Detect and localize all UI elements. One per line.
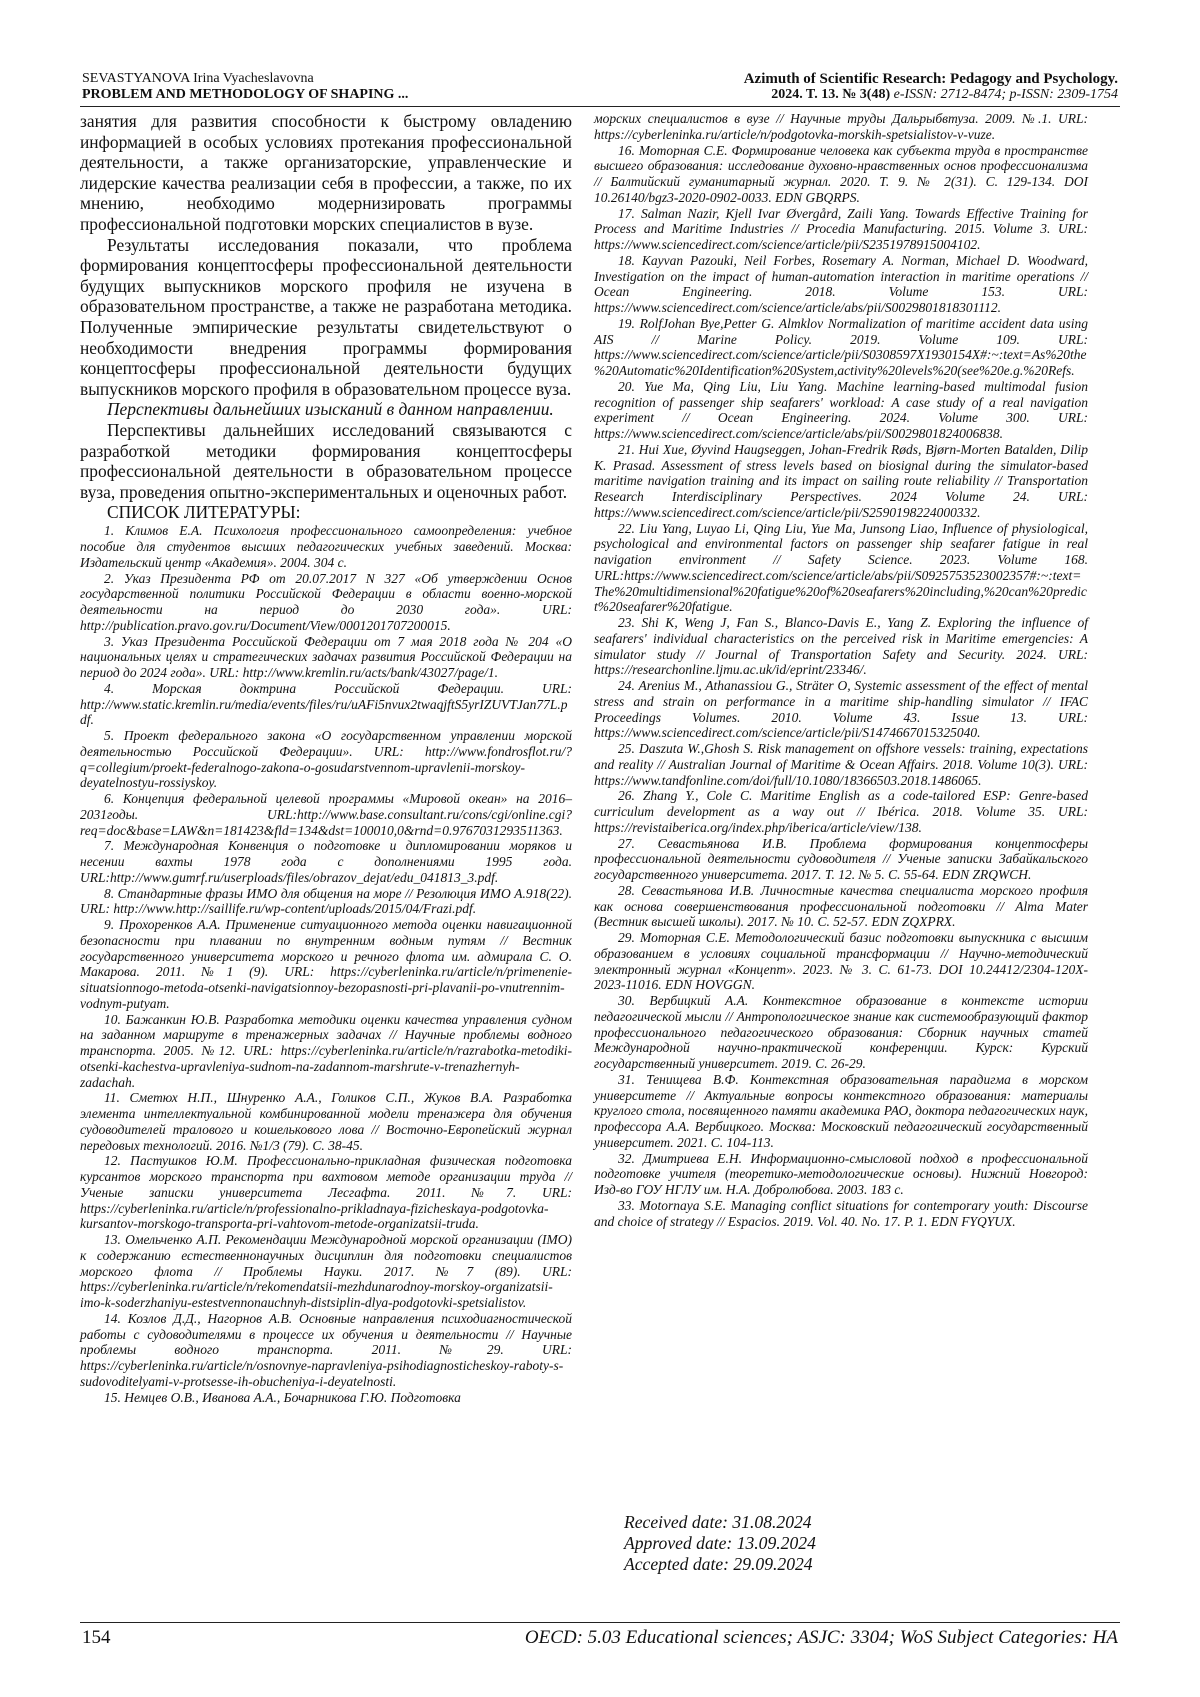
reference-item: 7. Международная Конвенция о подготовке и дипломировании моряков и несении вахты 1978 года с дополнениями 1995 года. URL:http://www.gumrf.ru/userploads/files/obrazov_dejat/edu_041813_3.pdf. xyxy=(80,838,572,885)
reference-item: 20. Yue Ma, Qing Liu, Liu Yang. Machine learning-based multimodal fusion recognition of passenger ship seafarers' workload: A case study of a real navigation experiment // Ocean Engineering. 2024. Volume 300. URL: https://www.sciencedirect.com/science/article/abs/pii/S0029801824006838. xyxy=(594,378,1088,441)
header-author: SEVASTYANOVA Irina Vyacheslavovna xyxy=(82,71,314,86)
reference-item: 10. Бажанкин Ю.В. Разработка методики оценки качества управления судном на заданном маршруте в тренажерных задачах // Научные проблемы водного транспорта. 2005. №12. URL: https://cyberleninka.ru/article/n/razrabotka-metodiki-otsenki-kachestva-upravleniya-sudnom-na-zadannom-marshrute-v-trenazhernyh-zadachah. xyxy=(80,1011,572,1090)
reference-item: 17. Salman Nazir, Kjell Ivar Øvergård, Zaili Yang. Towards Effective Training for Process and Maritime Industries // Procedia Manufacturing. 2015. Volume 3. URL: https://www.sciencedirect.com/science/article/pii/S2351978915004102. xyxy=(594,205,1088,252)
received-date: Received date: 31.08.2024 xyxy=(624,1512,812,1532)
reference-item: 23. Shi K, Weng J, Fan S., Blanco-Davis E., Yang Z. Exploring the influence of seafarers' individual characteristics on the perceived risk in Maritime emergencies: A simulator study // Journal of Transportation Safety and Security. 2024. URL: https://researchonline.ljmu.ac.uk/id/eprint/23346/. xyxy=(594,615,1088,678)
footer-classification: OECD: 5.03 Educational sciences; ASJC: 3304; WoS Subject Categories: HA xyxy=(524,1627,1118,1648)
reference-item: 5. Проект федерального закона «О государственном управлении морской деятельностью Российской Федерации». URL: http://www.fondrosflot.ru/?q=collegium/proekt-federalnogo-zakona-o-gosudarstvennom-upravlenii-morskoy-deyatelnostyu-rossiyskoy. xyxy=(80,728,572,791)
reference-item: 18. Kayvan Pazouki, Neil Forbes, Rosemary A. Norman, Michael D. Woodward, Investigation on the impact of human-automation interaction in maritime operations // Ocean Engineering. 2018. Volume 153. URL: https://www.sciencedirect.com/science/article/abs/pii/S0029801818301112. xyxy=(594,252,1088,315)
running-header-left xyxy=(82,71,602,103)
reference-list-left xyxy=(80,523,572,1405)
reference-item: 15. Немцев О.В., Иванова А.А., Бочарникова Г.Ю. Подготовка xyxy=(104,1389,461,1405)
reference-item: 19. RolfJohan Bye,Petter G. Almklov Normalization of maritime accident data using AIS // Marine Policy. 2019. Volume 109. URL: https://www.sciencedirect.com/science/article/pii/S0308597X1930154X#:~:text=As%20the%20Automatic%20Identification%20System,activity%20levels%20(see%20e.g.%20Refs. xyxy=(594,315,1088,378)
reference-item: 21. Hui Xue, Øyvind Haugseggen, Johan-Fredrik Røds, Bjørn-Morten Batalden, Dilip K. Prasad. Assessment of stress levels based on biosignal during the simulator-based maritime navigation training and its impact on sailing route reliability // Transportation Research Interdisciplinary Perspectives. 2024 Volume 24. URL: https://www.sciencedirect.com/science/article/pii/S2590198224000332. xyxy=(594,441,1088,520)
reference-item: 12. Пастушков Ю.М. Профессионально-прикладная физическая подготовка курсантов морского транспорта при вахтовом методе организации труда // Ученые записки университета Лесгафта. 2011. №7. URL: https://cyberleninka.ru/article/n/professionalno-prikladnaya-fizicheskaya-podgotovka-kursantov-morskogo-transporta-pri-vahtovom-metode-organizatsii-truda. xyxy=(80,1153,572,1232)
reference-item: 6. Концепция федеральной целевой программы «Мировой океан» на 2016–2031годы. URL:http://www.base.consultant.ru/cons/cgi/online.cgi?req=doc&base=LAW&n=181423&fld=134&dst=100010,0&rnd=0.9767031293511363. xyxy=(80,791,572,838)
page-number: 154 xyxy=(82,1627,111,1648)
reference-item: 24. Arenius M., Athanassiou G., Sträter O, Systemic assessment of the effect of mental stress and strain on performance in a maritime ship-handling simulator // IFAC Proceedings Volumes. 2010. Volume 43. Issue 13. URL: https://www.sciencedirect.com/science/article/pii/S1474667015325040. xyxy=(594,678,1088,741)
header-volume: 2024. T. 13. № 3(48) xyxy=(771,87,891,102)
right-column xyxy=(594,111,1088,1229)
reference-item: 4. Морская доктрина Российской Федерации. URL: http://www.static.kremlin.ru/media/events/files/ru/uAFi5nvux2twaqjftS5yrIZUVTJan77L.pdf. xyxy=(80,680,572,728)
body-paragraph-1: занятия для развития способности к быстрому овладению информацией в особых условиях протекания профессиональной деятельности, а также организаторские, управленческие и лидерские качества реализации себя в профессии, а также, по их мнению, необходимо модернизировать программы профессиональной подготовки морских специалистов в вузе. xyxy=(80,111,572,234)
approved-date: Approved date: 13.09.2024 xyxy=(624,1533,816,1553)
reference-item-continuation: морских специалистов в вузе // Научные труды Дальрыбвтуза. 2009. №.1. URL: https://cyberleninka.ru/article/n/podgotovka-morskih-spetsialistov-v-vuze. xyxy=(594,111,1088,142)
section-subheading: Перспективы дальнейших изысканий в данном направлении. xyxy=(107,399,554,420)
body-paragraph-3: Перспективы дальнейших исследований связываются с разработкой методики формирования концептосферы профессиональной деятельности в образовательном процессе вуза, проведения опытно-экспериментальных и оценочных работ. xyxy=(80,419,572,502)
running-header-right xyxy=(558,71,1118,103)
reference-item: 14. Козлов Д.Д., Нагорнов А.В. Основные направления психодиагностической работы с судоводителями в процессе их обучения и деятельности // Научные проблемы водного транспорта. 2011. №29. URL: https://cyberleninka.ru/article/n/osnovnye-napravleniya-psihodiagnosticheskoy-raboty-s-sudovoditelyami-v-protsesse-ih-obucheniya-i-deyatelnosti. xyxy=(80,1310,572,1389)
reference-item: 2. Указ Президента РФ от 20.07.2017 N 327 «Об утверждении Основ государственной политики Российской Федерации в области военно-морской деятельности на период до 2030 года». URL: http://publication.pravo.gov.ru/Document/View/0001201707200015. xyxy=(80,570,572,633)
header-article-title: PROBLEM AND METHODOLOGY OF SHAPING ... xyxy=(82,87,409,102)
header-issue-line xyxy=(558,87,1118,103)
reference-item: 31. Тенищева В.Ф. Контекстная образовательная парадигма в морском университете // Актуальные вопросы контекстного образования: материалы круглого стола, посвященного памяти академика РАО, доктора педагогических наук, профессора А.А. Вербицкого. Москва: Московский педагогический государственный университет. 2021. С. 104-113. xyxy=(594,1071,1088,1150)
reference-item: 33. Motornaya S.E. Managing conflict situations for contemporary youth: Discourse and choice of strategy // Espacios. 2019. Vol. 40. No. 17. P. 1. EDN FYQYUX. xyxy=(594,1197,1088,1229)
reference-item: 30. Вербицкий А.А. Контекстное образование в контексте истории педагогической мысли // Антропологическое знание как системообразующий фактор профессионального педагогического образования: Сборник научных статей Международной научно-практической конференции. Курск: Курский государственный университет. 2019. С. 26-29. xyxy=(594,993,1088,1071)
reference-item: 29. Моторная С.Е. Методологический базис подготовки выпускника с высшим образованием в условиях социальной трансформации // Научно-методический электронный журнал «Концепт». 2023. № 3. С. 61-73. DOI 10.24412/2304-120X-2023-11016. EDN HOVGGN. xyxy=(594,930,1088,993)
header-journal: Azimuth of Scientific Research: Pedagogy and Psychology. xyxy=(743,71,1118,87)
reference-item: 27. Севастьянова И.В. Проблема формирования концептосферы профессиональной деятельности судоводителя // Ученые записки Забайкальского государственного университета. 2017. Т. 12. № 5. С. 55-64. EDN ZRQWCH. xyxy=(594,835,1088,882)
header-divider xyxy=(80,106,1120,107)
reference-item: 1. Климов Е.А. Психология профессионального самоопределения: учебное пособие для студентов высших педагогических учебных заведений. Москва: Издательский центр «Академия». 2004. 304 с. xyxy=(80,523,572,570)
reference-item: 32. Дмитриева Е.Н. Информационно-смысловой подход в профессиональной подготовке учителя (теоретико-методологические основы). Нижний Новгород: Изд-во ГОУ НГЛУ им. Н.А. Добролюбова. 2003. 183 с. xyxy=(594,1150,1088,1197)
reference-item: 26. Zhang Y., Cole C. Maritime English as a code-tailored ESP: Genre-based curriculum development as a way out // Ibérica. 2018. Volume 35. URL: https://revistaiberica.org/index.php/iberica/article/view/138. xyxy=(594,788,1088,835)
reference-list-right xyxy=(594,111,1088,1229)
reference-item: 9. Прохоренков А.А. Применение ситуационного метода оценки навигационной безопасности при плавании по внутренним водным путям // Вестник государственного университета морского и речного флота им. адмирала С. О. Макарова. 2011. №1 (9). URL: https://cyberleninka.ru/article/n/primenenie-situatsionnogo-metoda-otsenki-navigatsionnoy-bezopasnosti-pri-plavanii-po-vnutrennim-vodnym-putyam. xyxy=(80,917,572,1011)
footer-divider xyxy=(80,1622,1120,1623)
reference-item: 28. Севастьянова И.В. Личностные качества специалиста морского профиля как основа совершенствования профессиональной подготовки // Alma Mater (Вестник высшей школы). 2017. № 10. С. 52-57. EDN ZQXPRX. xyxy=(594,882,1088,930)
reference-item: 25. Daszuta W.,Ghosh S. Risk management on offshore vessels: training, expectations and reality // Australian Journal of Maritime & Ocean Affairs. 2018. Volume 10(3). URL: https://www.tandfonline.com/doi/full/10.1080/18366503.2018.1486065. xyxy=(594,741,1088,788)
body-paragraph-2: Результаты исследования показали, что проблема формирования концептосферы профессиональной деятельности будущих выпускников морского профиля не изучена в образовательном пространстве, а также не разработана методика. Полученные эмпирические результаты свидетельствуют о необходимости внедрения программы формирования концептосферы профессиональной деятельности будущих выпускников морского профиля в образовательном процессе вуза. xyxy=(80,234,572,399)
submission-dates xyxy=(624,1512,924,1575)
header-issn: e-ISSN: 2712-8474; p-ISSN: 2309-1754 xyxy=(890,87,1118,102)
reference-item: 22. Liu Yang, Luyao Li, Qing Liu, Yue Ma, Junsong Liao, Influence of physiological, psychological and environmental factors on passenger ship seafarer fatigue in real navigation environment // Safety Science. 2023. Volume 168. URL:https://www.sciencedirect.com/science/article/abs/pii/S0925753523002357#:~:text=The%20multidimensional%20fatigue%20of%20seafarers%20including,%20can%20predict%20seafarer%20fatigue. xyxy=(594,520,1088,615)
reference-item: 3. Указ Президента Российской Федерации от 7 мая 2018 года № 204 «О национальных целях и стратегических задачах развития Российской Федерации на период до 2024 года». URL: http://www.kremlin.ru/acts/bank/43027/page/1. xyxy=(80,633,572,681)
reference-item: 16. Моторная С.Е. Формирование человека как субъекта труда в пространстве высшего образования: исследование духовно-нравственных основ профессионализма // Балтийский гуманитарный журнал. 2020. Т. 9. № 2(31). С. 129-134. DOI 10.26140/bgz3-2020-0902-0033. EDN GBQRPS. xyxy=(594,142,1088,205)
reference-item: 13. Омельченко А.П. Рекомендации Международной морской организации (IMO) к содержанию естественнонаучных дисциплин для подготовки специалистов морского флота // Проблемы Науки. 2017. №7 (89). URL: https://cyberleninka.ru/article/n/rekomendatsii-mezhdunarodnoy-morskoy-organizatsii-imo-k-soderzhaniyu-estestvennonauchnyh-distsiplin-dlya-podgotovki-spetsialistov. xyxy=(80,1232,572,1311)
accepted-date: Accepted date: 29.09.2024 xyxy=(624,1554,813,1574)
literature-heading: СПИСОК ЛИТЕРАТУРЫ: xyxy=(107,502,301,523)
reference-item: 8. Стандартные фразы ИМО для общения на море // Резолюция ИМО A.918(22). URL: http://www.http://saillife.ru/wp-content/uploads/2015/04/Frazi.pdf. xyxy=(80,885,572,917)
reference-item: 11. Сметюх Н.П., Шнуренко А.А., Голиков С.П., Жуков В.А. Разработка элемента интеллектуальной комбинированной модели тренажера для обучения судоводителей тралового и кошелькового лова // Восточно-Европейский журнал передовых технологий. 2016. №1/3 (79). С. 38-45. xyxy=(80,1090,572,1153)
left-column xyxy=(80,111,572,1405)
